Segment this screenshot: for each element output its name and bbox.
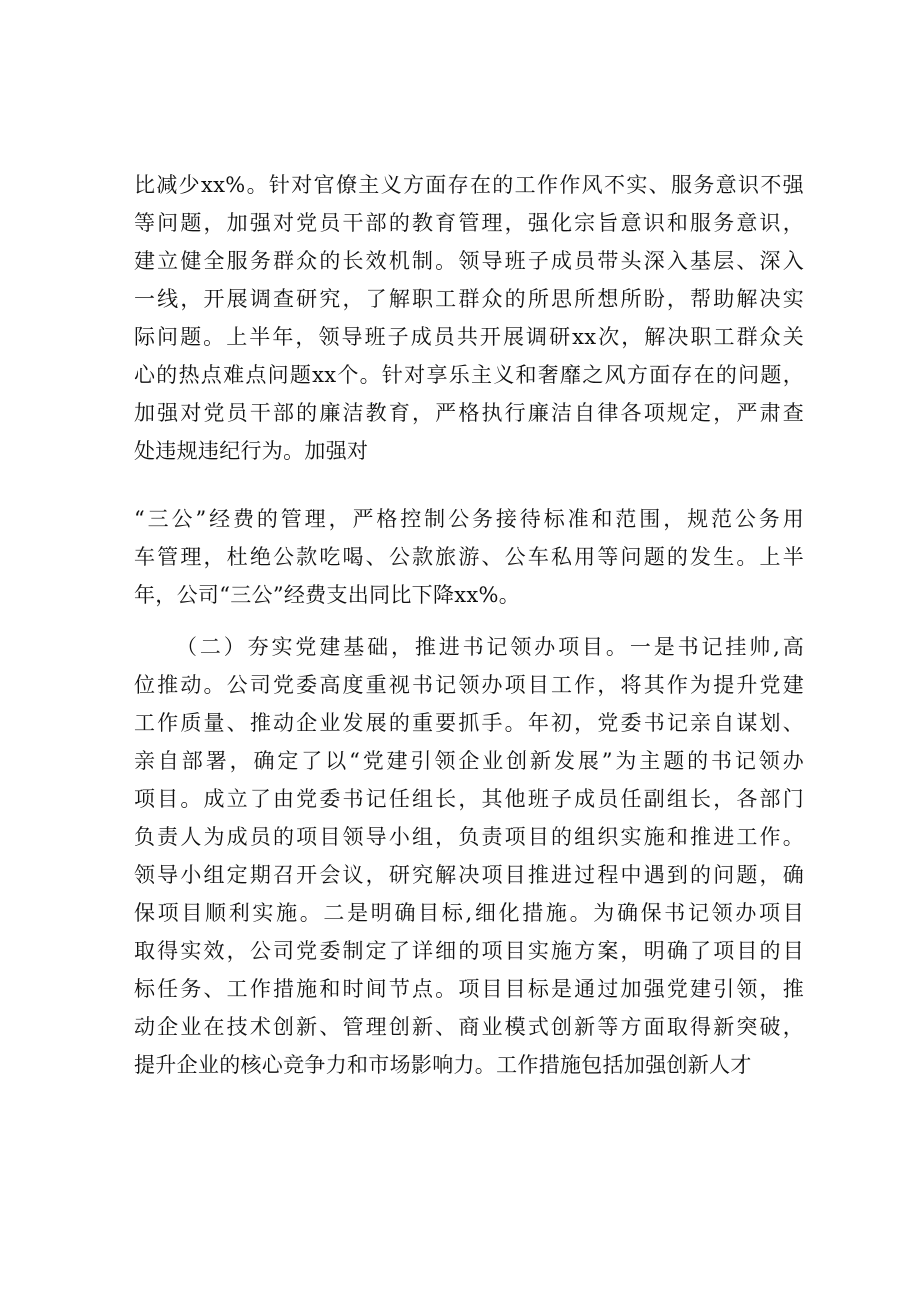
text-line: 心的热点难点问题xx个。针对享乐主义和奢靡之风方面存在的问题， [134,363,804,387]
text-line: 标任务、工作措施和时间节点。项目目标是通过加强党建引领，推 [134,977,804,1001]
text-line: 位推动。公司党委高度重视书记领办项目工作，将其作为提升党建 [134,673,804,697]
text-line: “三公”经费的管理，严格控制公务接待标准和范围，规范公务用 [134,507,804,531]
text-line: 际问题。上半年，领导班子成员共开展调研xx次，解决职工群众关 [134,325,804,349]
text-line: 负责人为成员的项目领导小组，负责项目的组织实施和推进工作。 [134,825,804,849]
paragraph-1-continued [134,500,804,614]
text-line: 领导小组定期召开会议，研究解决项目推进过程中遇到的问题，确 [134,863,804,887]
text-line: 加强对党员干部的廉洁教育，严格执行廉洁自律各项规定，严肃查 [134,401,804,425]
paragraph-1 [134,166,804,470]
text-line: 亲自部署，确定了以“党建引领企业创新发展”为主题的书记领办 [134,749,804,773]
text-line: 建立健全服务群众的长效机制。领导班子成员带头深入基层、深入 [134,249,804,273]
text-line: 取得实效，公司党委制定了详细的项目实施方案，明确了项目的目 [134,939,804,963]
text-line: 等问题，加强对党员干部的教育管理，强化宗旨意识和服务意识， [134,211,804,235]
paragraph-2 [134,628,804,1084]
text-line: 处违规违纪行为。加强对 [134,439,369,463]
section-heading-line: （二）夯实党建基础，推进书记领办项目。一是书记挂帅,高 [176,635,804,659]
text-line: 比减少xx%。针对官僚主义方面存在的工作作风不实、服务意识不强 [134,173,804,197]
text-line: 项目。成立了由党委书记任组长，其他班子成员任副组长，各部门 [134,787,804,811]
text-line: 动企业在技术创新、管理创新、商业模式创新等方面取得新突破， [134,1015,804,1039]
text-line: 一线，开展调查研究，了解职工群众的所思所想所盼，帮助解决实 [134,287,804,311]
text-line: 车管理，杜绝公款吃喝、公款旅游、公车私用等问题的发生。上半 [134,545,804,569]
text-line: 提升企业的核心竞争力和市场影响力。工作措施包括加强创新人才 [134,1053,752,1077]
text-line: 保项目顺利实施。二是明确目标,细化措施。为确保书记领办项目 [134,901,804,925]
text-line: 工作质量、推动企业发展的重要抓手。年初，党委书记亲自谋划、 [134,711,804,735]
text-line: 年，公司“三公”经费支出同比下降xx%。 [134,583,521,607]
